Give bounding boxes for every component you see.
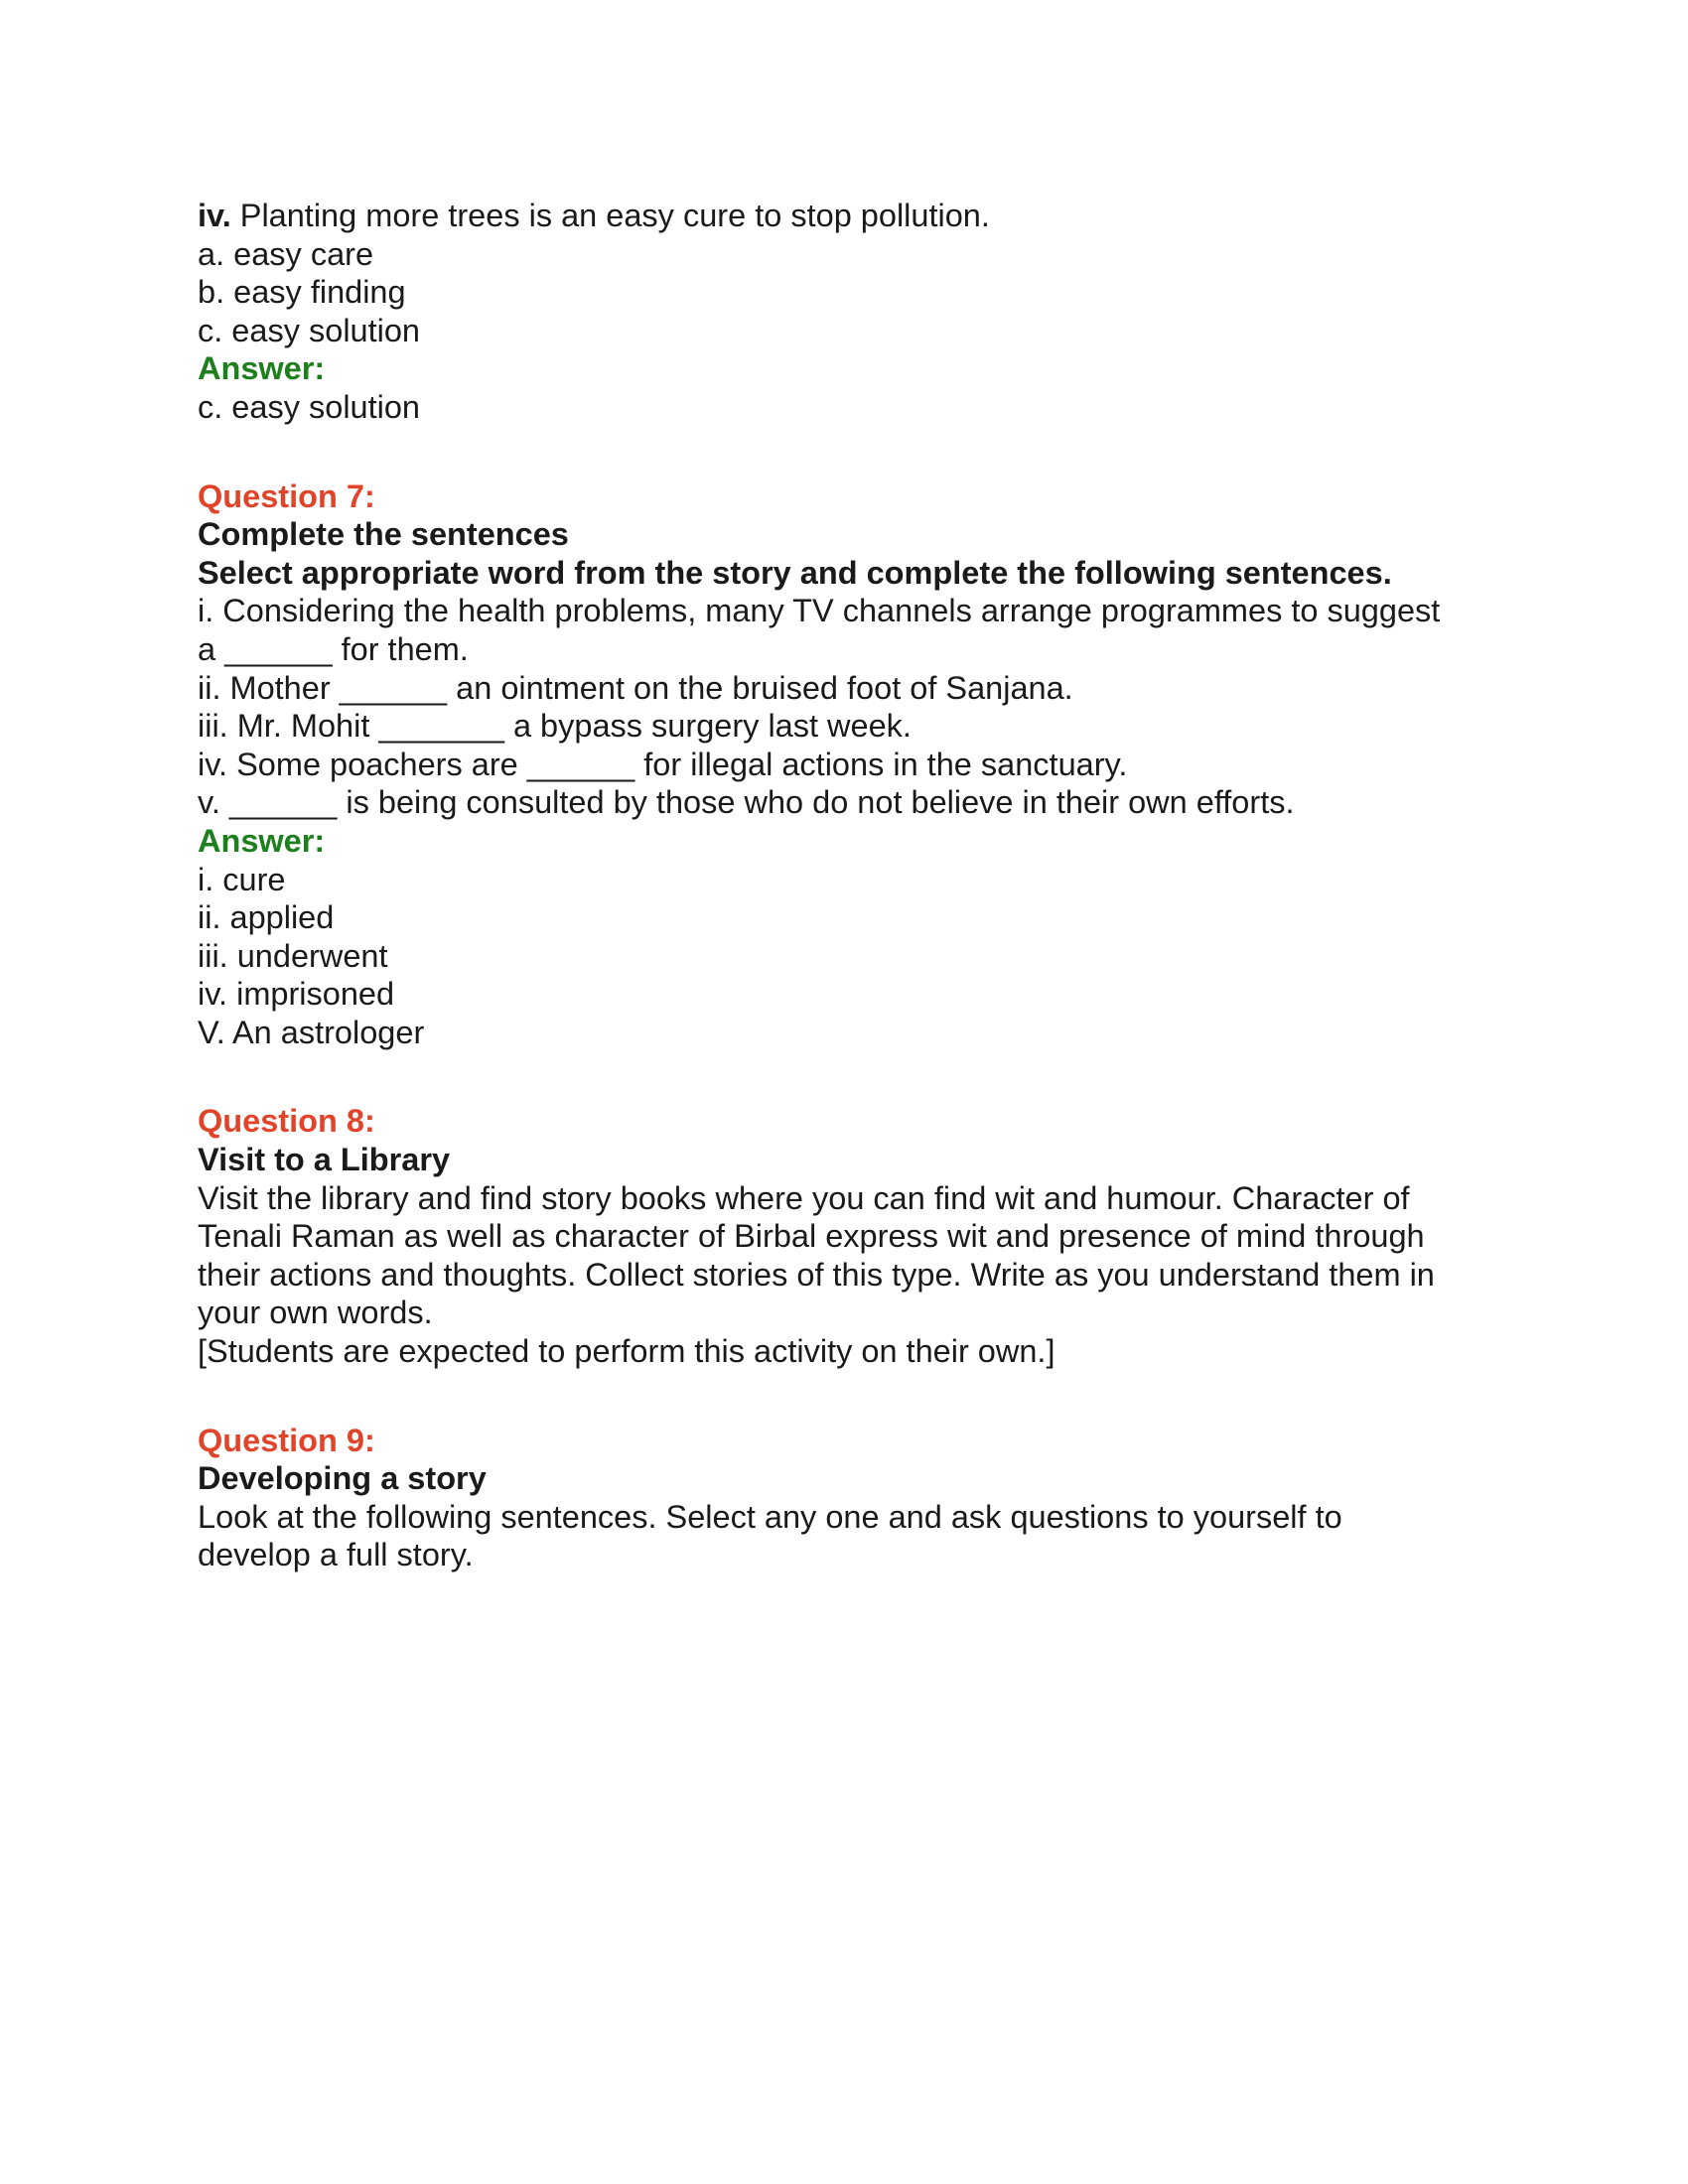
q7-answer-label: Answer: — [198, 822, 326, 859]
q7-answer-1: i. cure — [198, 861, 286, 897]
q7-sentence-1-cont: a ______ for them. — [198, 630, 469, 667]
q7-sentence-1: i. Considering the health problems, many TV channels arrange programmes to suggest — [198, 593, 1441, 629]
q7-sentence-3: iii. Mr. Mohit _______ a bypass surgery last week. — [198, 708, 912, 745]
q8-label: Question 8: — [198, 1103, 375, 1140]
q6-option-a: a. easy care — [198, 235, 374, 272]
q9-body-line-2: develop a full story. — [198, 1537, 474, 1573]
q6-answer-label: Answer: — [198, 350, 326, 387]
q6-part-number: iv. — [198, 198, 231, 233]
q7-title: Complete the sentences — [198, 516, 569, 553]
q7-answer-5: V. An astrologer — [198, 1014, 425, 1050]
q7-answer-3: iii. underwent — [198, 937, 388, 974]
q6-answer: c. easy solution — [198, 388, 421, 425]
q6-option-c: c. easy solution — [198, 312, 421, 348]
q8-note: [Students are expected to perform this activity on their own.] — [198, 1333, 1055, 1370]
q9-label: Question 9: — [198, 1422, 375, 1458]
q9-body-line-1: Look at the following sentences. Select any one and ask questions to yourself to — [198, 1498, 1342, 1535]
q7-label: Question 7: — [198, 478, 375, 514]
q7-answer-4: iv. imprisoned — [198, 976, 395, 1013]
q7-sentence-4: iv. Some poachers are ______ for illegal actions in the sanctuary. — [198, 746, 1128, 782]
q7-sentence-2: ii. Mother ______ an ointment on the bruised foot of Sanjana. — [198, 669, 1073, 706]
q7-instruction: Select appropriate word from the story and complete the following sentences. — [198, 554, 1392, 591]
q9-title: Developing a story — [198, 1460, 487, 1497]
q7-answer-2: ii. applied — [198, 899, 335, 936]
q8-body-line-4: your own words. — [198, 1295, 433, 1331]
q6-option-b: b. easy finding — [198, 274, 406, 311]
q7-sentence-5: v. ______ is being consulted by those who do not believe in their own efforts. — [198, 784, 1295, 821]
q8-body-line-3: their actions and thoughts. Collect stories of this type. Write as you understand them in — [198, 1256, 1435, 1293]
q8-body-line-1: Visit the library and find story books where you can find wit and humour. Character of — [198, 1179, 1410, 1216]
q8-body-line-2: Tenali Raman as well as character of Birbal express wit and presence of mind through — [198, 1218, 1425, 1255]
q6-part-iv — [198, 197, 1498, 235]
q6-part-sentence: Planting more trees is an easy cure to stop pollution. — [230, 198, 990, 233]
document-page — [198, 197, 1498, 1574]
q8-title: Visit to a Library — [198, 1142, 451, 1178]
